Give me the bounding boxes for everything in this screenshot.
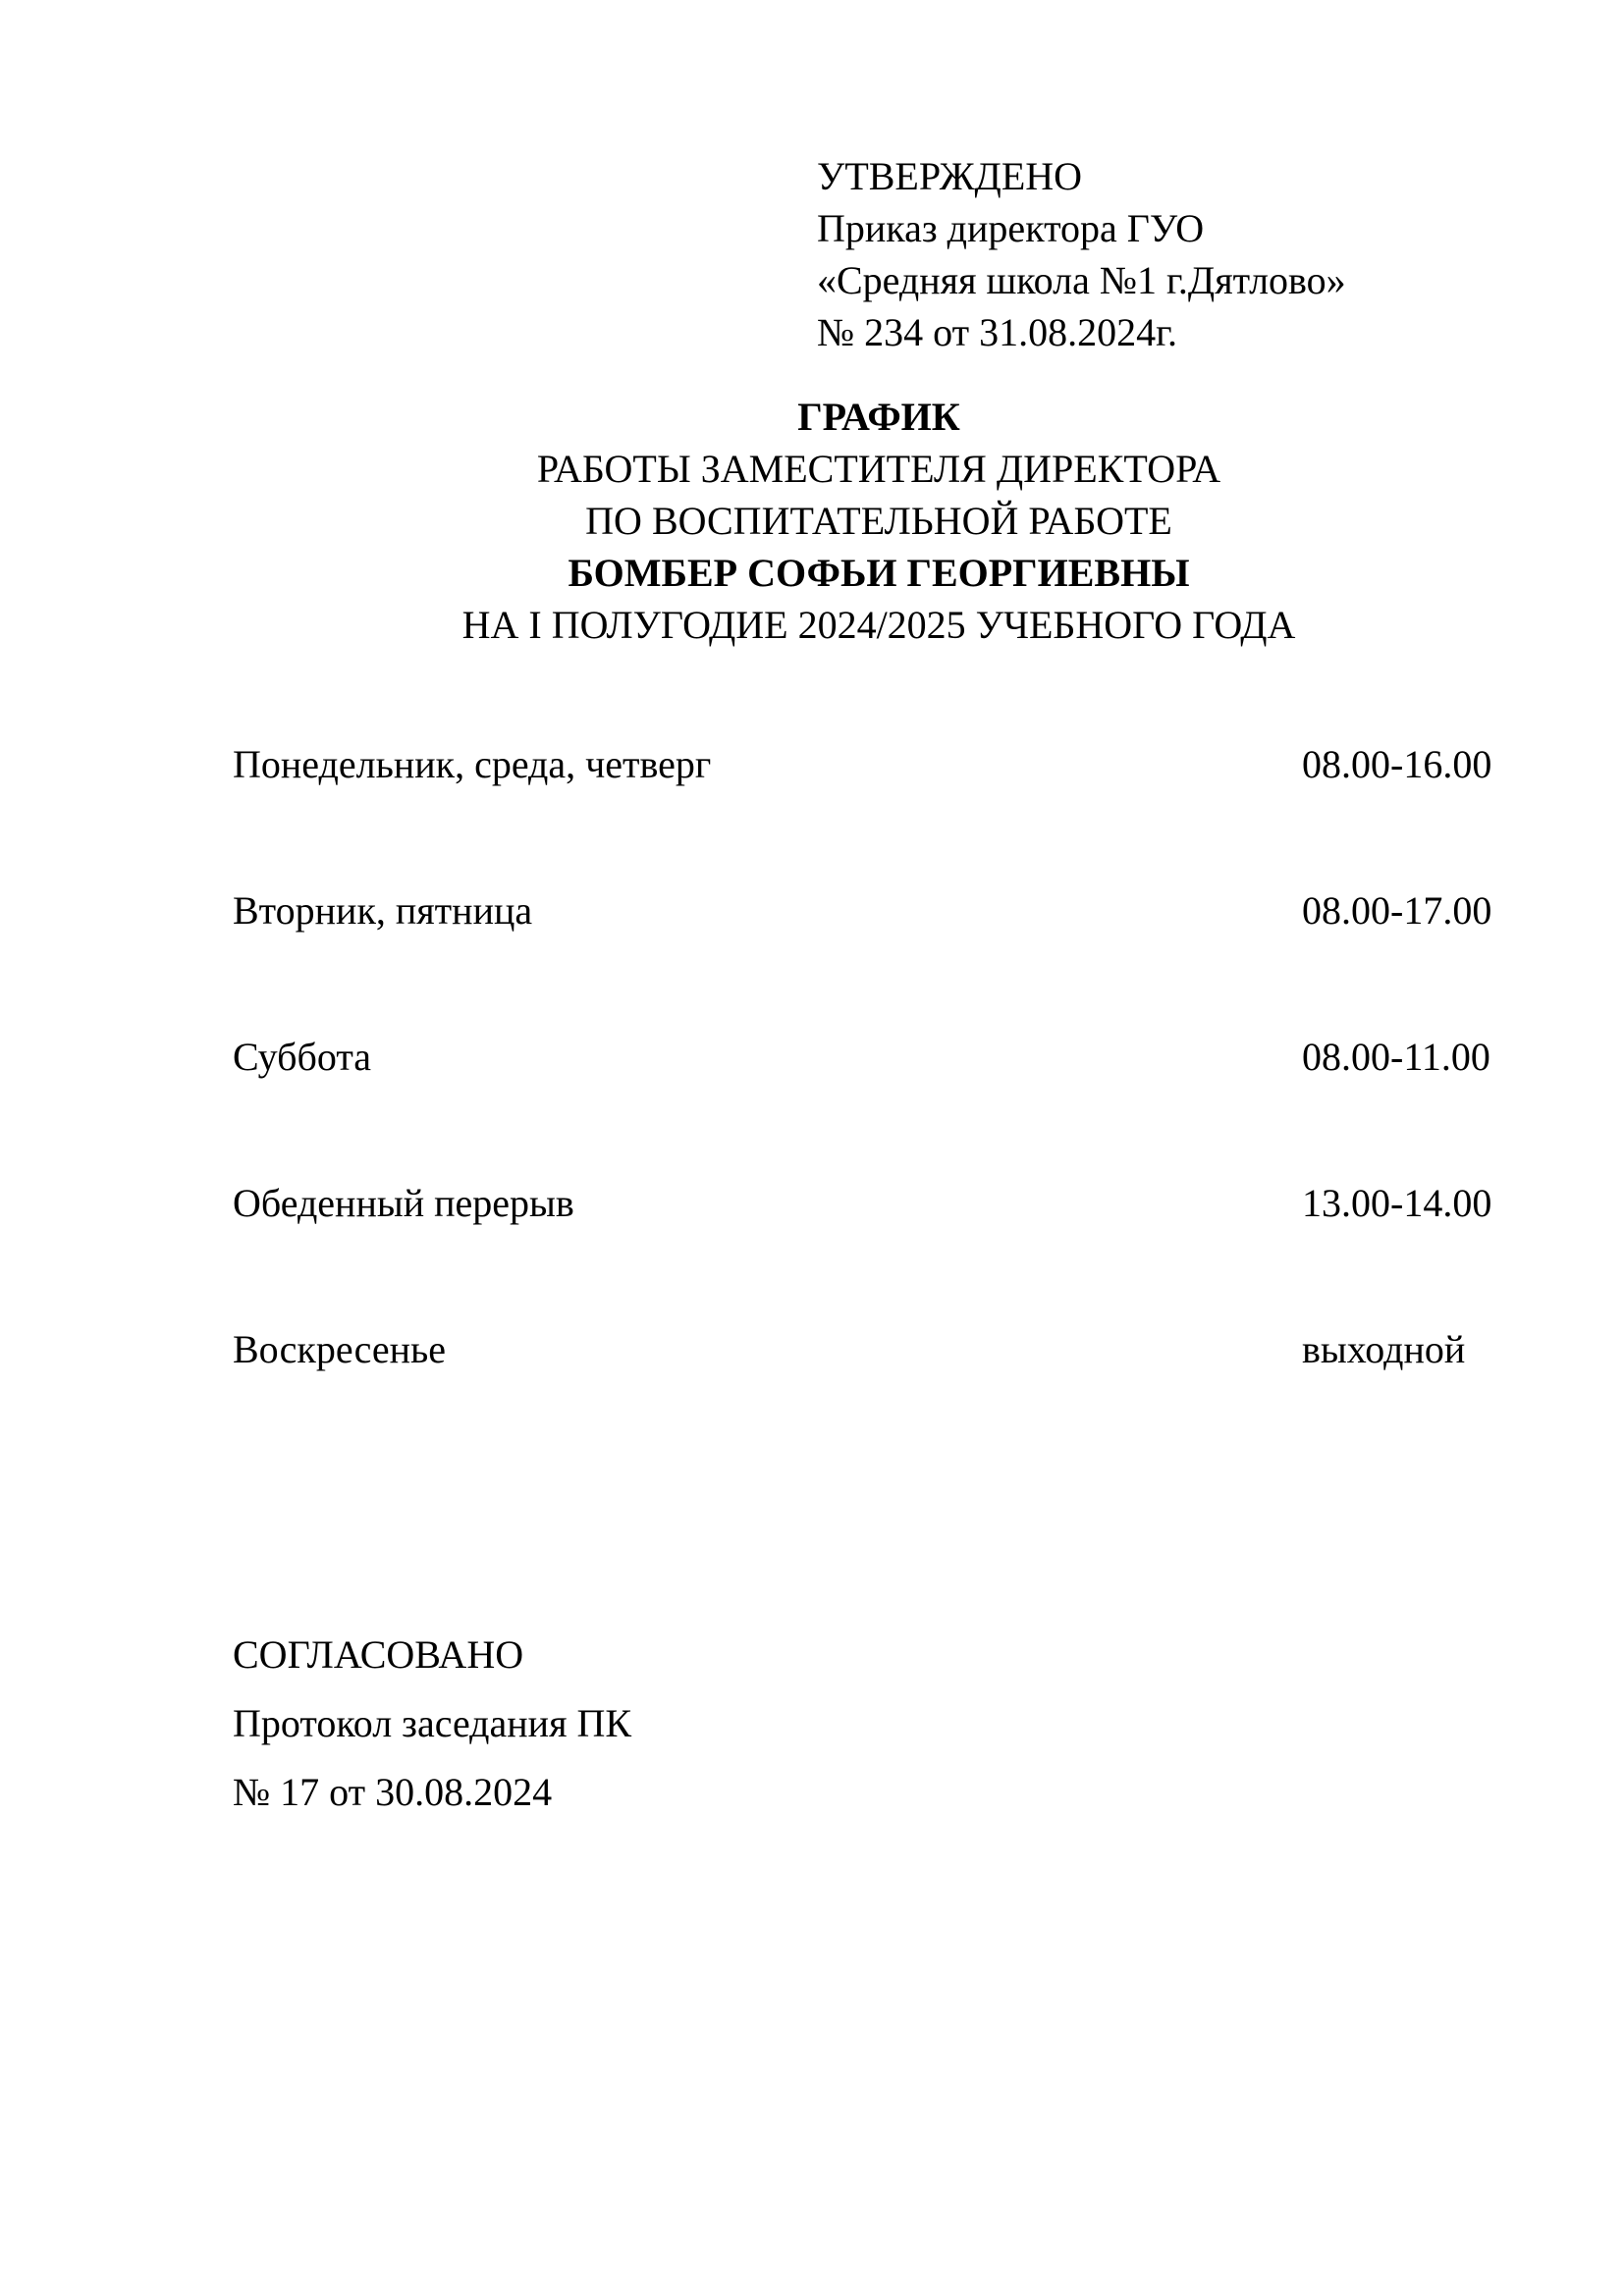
approval-heading: УТВЕРЖДЕНО [817,154,1083,198]
title-position-line: ПО ВОСПИТАТЕЛЬНОЙ РАБОТЕ [585,499,1172,543]
approval-block [817,150,1346,358]
agreed-block [233,1621,631,1827]
schedule-row [233,1326,1505,1472]
schedule-row [233,741,1505,887]
agreed-protocol-number: № 17 от 30.08.2024 [233,1770,553,1814]
schedule-time: 08.00-17.00 [1302,888,1492,933]
title-block [0,391,1624,651]
schedule-day: Понедельник, среда, четверг [233,742,712,786]
schedule-list [233,741,1505,1472]
approval-school: «Средняя школа №1 г.Дятлово» [817,258,1346,302]
title-subject-line: РАБОТЫ ЗАМЕСТИТЕЛЯ ДИРЕКТОРА [536,447,1221,491]
agreed-heading: СОГЛАСОВАНО [233,1632,524,1677]
title-person-name: БОМБЕР СОФЬИ ГЕОРГИЕВНЫ [568,551,1190,595]
schedule-day: Вторник, пятница [233,888,533,933]
schedule-time: 08.00-16.00 [1302,742,1492,786]
schedule-day: Суббота [233,1035,372,1079]
schedule-day: Воскресенье [233,1327,447,1371]
approval-order: Приказ директора ГУО [817,206,1205,250]
schedule-row [233,1180,1505,1326]
schedule-time: 13.00-14.00 [1302,1181,1492,1225]
title-period: НА I ПОЛУГОДИЕ 2024/2025 УЧЕБНОГО ГОДА [461,603,1296,647]
schedule-row [233,1034,1505,1180]
approval-order-number: № 234 от 31.08.2024г. [817,310,1178,354]
schedule-time: выходной [1302,1327,1466,1371]
schedule-row [233,887,1505,1034]
agreed-protocol: Протокол заседания ПК [233,1701,632,1745]
schedule-time: 08.00-11.00 [1302,1035,1490,1079]
schedule-day: Обеденный перерыв [233,1181,574,1225]
document-title: ГРАФИК [797,395,960,439]
